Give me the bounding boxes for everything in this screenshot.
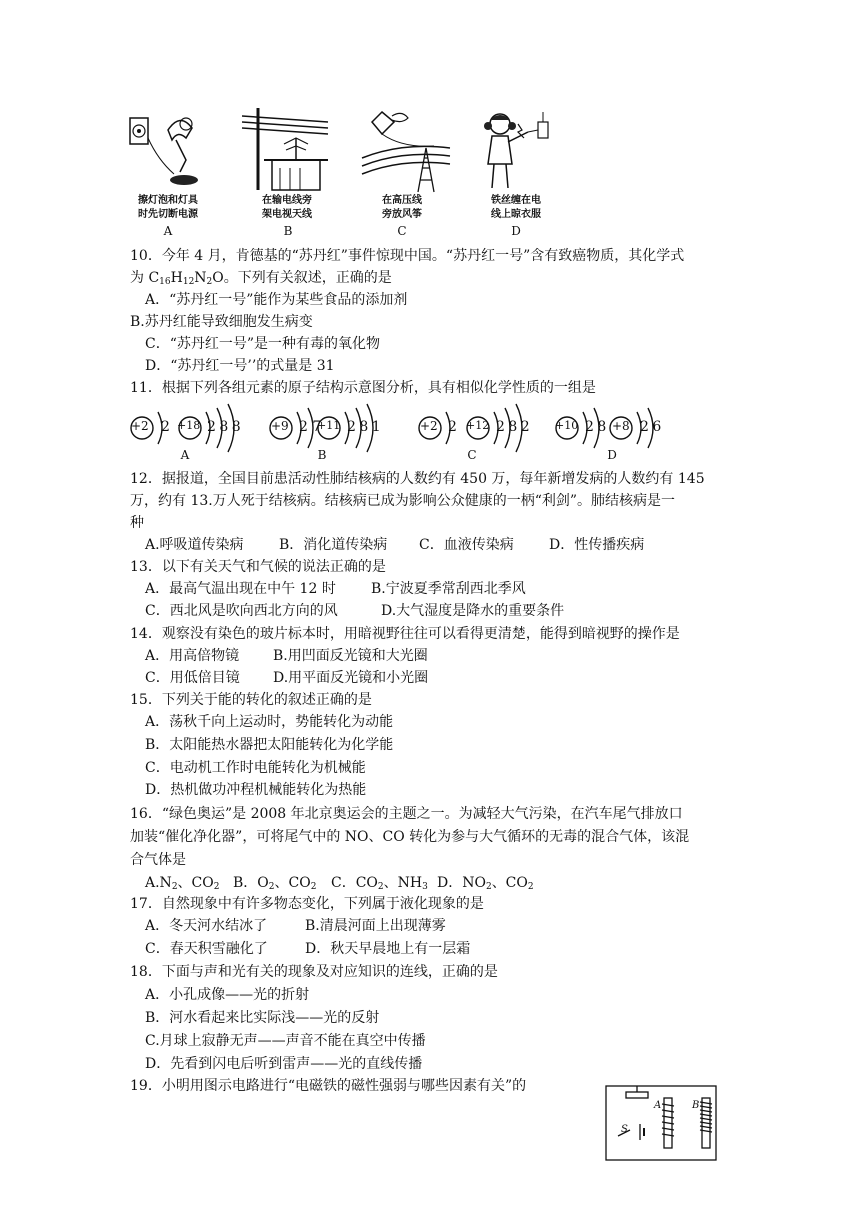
- figure-caption-c: 在高压线 旁放风筝: [382, 195, 422, 220]
- q14-options-row1: [145, 646, 428, 666]
- kite-powerline-figure: [362, 108, 452, 198]
- q10-stem-line1: 10．今年 4 月，肯德基的“苏丹红”事件惊现中国。“苏丹红一号”含有致癌物质，其化学式: [130, 248, 685, 264]
- figure-caption-a: 擦灯泡和灯具 时先切断电源: [138, 195, 198, 220]
- atom-electrons-3: 2 7: [299, 419, 322, 435]
- figure-letter-a: A: [163, 224, 173, 238]
- q11-letter-a: A: [180, 448, 190, 462]
- q16-stem-line3: 合气体是: [130, 852, 186, 868]
- q18-option-d: D．先看到闪电后听到雷声——光的直线传播: [145, 1056, 423, 1072]
- q16-option-b: B．$O_2$、$CO_2$: [233, 875, 317, 892]
- q19-stem: 19．小明用图示电路进行“电磁铁的磁性强弱与哪些因素有关”的: [130, 1078, 527, 1094]
- switch-label-s: S: [621, 1124, 628, 1135]
- q12-stem-line3: 种: [130, 515, 144, 531]
- q16-stem-line1: 16．“绿色奥运”是 2008 年北京奥运会的主题之一。为减轻大气污染，在汽车尾气排放口: [130, 806, 683, 822]
- figure-letter-d: D: [511, 224, 521, 238]
- q11-stem: 11．根据下列各组元素的原子结构示意图分析，具有相似化学性质的一组是: [130, 380, 596, 396]
- coil-label-a: A: [654, 1100, 662, 1111]
- q17-option-a: A．冬天河水结冰了: [145, 918, 268, 934]
- q14-stem: 14．观察没有染色的玻片标本时，用暗视野往往可以看得更清楚，能得到暗视野的操作是: [130, 626, 680, 642]
- q18-option-a: A．小孔成像——光的折射: [145, 987, 310, 1003]
- atom-nucleus-3: +9: [271, 419, 289, 433]
- atom-nucleus-5: +2: [420, 419, 438, 433]
- q12-option-c: C．血液传染病: [419, 537, 514, 553]
- atom-electrons-6: 2 8 2: [496, 419, 530, 435]
- q12-option-a: A.呼吸道传染病: [145, 537, 244, 553]
- q14-options-row2: [145, 668, 428, 688]
- q18-option-c: C.月球上寂静无声——声音不能在真空中传播: [145, 1033, 426, 1049]
- figure-letter-b: B: [283, 224, 293, 238]
- q12-options: [145, 535, 644, 555]
- q15-stem: 15．下列关于能的转化的叙述正确的是: [130, 692, 372, 708]
- q13-option-b: B.宁波夏季常刮西北季风: [371, 581, 526, 597]
- q13-options-row2: [145, 601, 564, 621]
- atom-nucleus-4: +11: [317, 419, 341, 432]
- q17-option-d: D．秋天早晨地上有一层霜: [305, 941, 471, 957]
- q12-option-d: D．性传播疾病: [549, 537, 645, 553]
- q12-option-b: B．消化道传染病: [279, 537, 388, 553]
- q11-letter-d: D: [607, 448, 617, 462]
- q15-option-b: B．太阳能热水器把太阳能转化为化学能: [145, 737, 394, 753]
- q17-options-row2: [145, 939, 470, 959]
- q12-stem-line1: 12．据报道，全国目前患活动性肺结核病的人数约有 450 万，每年新增发病的人数约有 145: [130, 471, 705, 487]
- q12-stem-line2: 万，约有 13.万人死于结核病。结核病已成为影响公众健康的一柄“利剑”。肺结核病是一: [130, 493, 676, 509]
- q17-options-row1: [145, 916, 446, 936]
- q14-option-b: B.用凹面反光镜和大光圈: [273, 648, 428, 664]
- atom-nucleus-2: +18: [177, 419, 201, 432]
- q15-option-a: A．荡秋千向上运动时，势能转化为动能: [145, 714, 394, 730]
- wire-clothes-figure: [476, 108, 556, 198]
- q16-stem-line2: 加装“催化净化器”，可将尾气中的 NO、CO 转化为参与大气循环的无毒的混合气体，该混: [130, 829, 690, 845]
- q13-options-row1: [145, 579, 526, 599]
- atom-nucleus-7: +10: [555, 419, 579, 432]
- atom-electrons-8: 2 6: [640, 419, 662, 435]
- q13-option-d: D.大气湿度是降水的重要条件: [381, 603, 565, 619]
- atom-electrons-4: 2 8 1: [347, 419, 381, 435]
- q16-option-d: D．$NO_2$、$CO_2$: [437, 875, 534, 892]
- q14-option-a: A．用高倍物镜: [145, 648, 240, 664]
- q15-option-d: D．热机做功冲程机械能转化为热能: [145, 782, 367, 798]
- q10-option-b: B.苏丹红能导致细胞发生病变: [130, 314, 313, 330]
- q10-stem-line2: 为 $C_{16}H_{12}N_2O$。下列有关叙述，正确的是: [130, 270, 392, 287]
- atom-nucleus-8: +8: [612, 419, 630, 433]
- q13-stem: 13．以下有关天气和气候的说法正确的是: [130, 559, 386, 575]
- q18-stem: 18．下面与声和光有关的现象及对应知识的连线，正确的是: [130, 964, 498, 980]
- electromagnet-circuit-diagram: [604, 1084, 720, 1162]
- q10-option-d: D．“苏丹红一号’’的式量是 31: [145, 358, 335, 374]
- atom-nucleus-1: +2: [131, 419, 149, 433]
- q10-option-c: C．“苏丹红一号”是一种有毒的氧化物: [145, 336, 381, 352]
- atom-electrons-2: 2 8 8: [207, 419, 241, 435]
- figure-caption-b: 在输电线旁 架电视天线: [262, 195, 312, 220]
- q14-option-c: C．用低倍目镜: [145, 670, 240, 686]
- figure-caption-d: 铁丝缠在电 线上晾衣服: [491, 195, 541, 220]
- q18-option-b: B．河水看起来比实际浅——光的反射: [145, 1010, 380, 1026]
- q16-option-c: C．$CO_2$、$NH_3$: [331, 875, 428, 892]
- q13-option-a: A．最高气温出现在中午 12 时: [145, 581, 336, 597]
- q14-option-d: D.用平面反光镜和小光圈: [273, 670, 429, 686]
- atom-electrons-7: 2 8: [585, 419, 607, 435]
- q15-option-c: C．电动机工作时电能转化为机械能: [145, 760, 366, 776]
- q11-letter-b: B: [317, 448, 327, 462]
- q17-option-c: C．春天积雪融化了: [145, 941, 268, 957]
- q17-stem: 17．自然现象中有许多物态变化，下列属于液化现象的是: [130, 896, 484, 912]
- q11-letter-c: C: [467, 448, 477, 462]
- figure-letter-c: C: [397, 224, 407, 238]
- atom-electrons-5: 2: [448, 419, 457, 435]
- coil-label-b: B: [692, 1100, 700, 1111]
- q16-option-a: $A.N_2$、$CO_2$: [145, 875, 220, 892]
- atom-nucleus-6: +12: [466, 419, 490, 432]
- atom-electrons-1: 2: [161, 419, 170, 435]
- q10-option-a: A．“苏丹红一号”能作为某些食品的添加剂: [145, 292, 408, 308]
- antenna-wires-figure: [240, 108, 330, 198]
- lamp-cleaning-figure: [128, 110, 208, 200]
- q13-option-c: C．西北风是吹向西北方向的风: [145, 603, 338, 619]
- q17-option-b: B.清晨河面上出现薄雾: [305, 918, 446, 934]
